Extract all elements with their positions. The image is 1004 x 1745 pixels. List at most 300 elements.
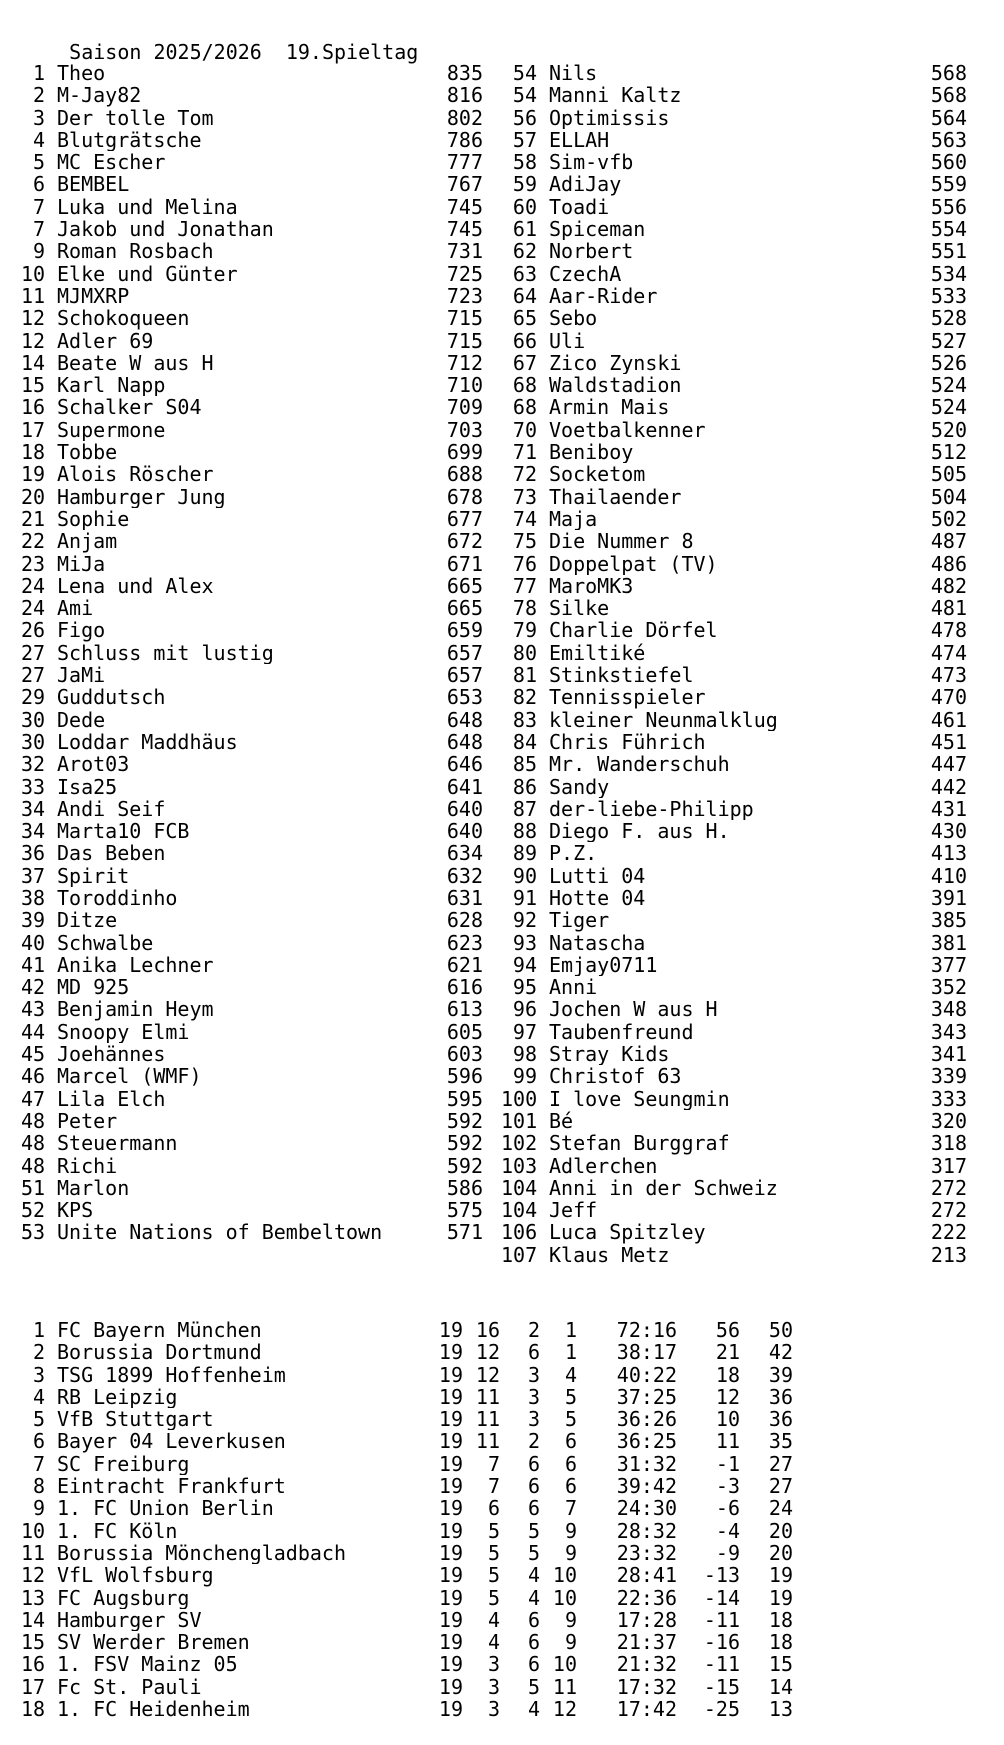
player-points: 665 xyxy=(446,597,483,620)
player-points: 616 xyxy=(446,976,483,999)
league-table-row xyxy=(21,1587,793,1609)
player-points: 470 xyxy=(930,686,967,709)
player-rank: 96 xyxy=(512,998,537,1021)
league-table-row xyxy=(21,1453,793,1475)
player-name: Schluss mit lustig xyxy=(57,641,274,665)
player-name: Lena und Alex xyxy=(57,574,214,598)
player-rank: 17 xyxy=(21,418,46,442)
team-points: 18 xyxy=(768,1631,793,1654)
games-played: 19 xyxy=(438,1675,463,1699)
team-position: 15 xyxy=(21,1631,46,1654)
player-rank: 82 xyxy=(512,686,537,709)
games-played: 19 xyxy=(438,1698,463,1721)
standings-row xyxy=(21,530,483,552)
goal-ratio: 37:25 xyxy=(616,1385,677,1409)
player-rank: 100 xyxy=(501,1087,538,1110)
standings-row xyxy=(21,173,483,195)
player-name: BEMBEL xyxy=(57,173,130,196)
standings-row xyxy=(21,374,483,396)
player-points: 333 xyxy=(930,1087,967,1110)
standings-row xyxy=(21,285,483,307)
standings-row xyxy=(501,865,967,887)
draws: 2 xyxy=(527,1430,540,1453)
player-name: Snoopy Elmi xyxy=(57,1020,190,1044)
player-rank: 24 xyxy=(21,597,46,620)
player-rank: 68 xyxy=(512,374,537,397)
wins: 5 xyxy=(487,1586,500,1609)
player-rank: 20 xyxy=(21,485,46,508)
standings-row xyxy=(501,173,967,195)
player-points: 461 xyxy=(930,708,967,731)
player-rank: 40 xyxy=(21,931,46,954)
draws: 6 xyxy=(527,1653,540,1676)
wins: 12 xyxy=(475,1363,500,1386)
wins: 3 xyxy=(487,1675,500,1699)
player-rank: 101 xyxy=(501,1109,538,1133)
games-played: 19 xyxy=(438,1452,463,1476)
standings-row xyxy=(21,129,483,151)
player-points: 659 xyxy=(446,619,483,642)
player-points: 481 xyxy=(930,597,967,620)
standings-row xyxy=(501,887,967,909)
standings-row xyxy=(501,842,967,864)
standings-row xyxy=(21,731,483,753)
standings-row xyxy=(21,642,483,664)
team-position: 5 xyxy=(32,1408,45,1431)
team-name: 1. FC Köln xyxy=(57,1519,178,1542)
standings-row xyxy=(21,62,483,84)
league-table-row xyxy=(21,1341,793,1363)
player-name: ELLAH xyxy=(549,128,610,152)
standings-row xyxy=(501,263,967,285)
player-name: Isa25 xyxy=(57,775,118,798)
player-points: 385 xyxy=(930,909,967,932)
standings-row xyxy=(21,1177,483,1199)
player-name: Beniboy xyxy=(549,441,634,464)
player-points: 709 xyxy=(446,396,483,419)
player-points: 613 xyxy=(446,998,483,1021)
league-table-row xyxy=(21,1430,793,1452)
standings-row xyxy=(501,240,967,262)
player-name: Emiltiké xyxy=(549,641,646,665)
goal-difference: 12 xyxy=(715,1385,740,1409)
standings-row xyxy=(501,553,967,575)
player-name: Hotte 04 xyxy=(549,886,646,910)
standings-row xyxy=(501,976,967,998)
team-points: 36 xyxy=(768,1408,793,1431)
player-points: 486 xyxy=(930,552,967,575)
player-points: 665 xyxy=(446,574,483,598)
standings-row xyxy=(501,820,967,842)
team-position: 18 xyxy=(21,1698,46,1721)
standings-row xyxy=(21,218,483,240)
player-name: Adlerchen xyxy=(549,1154,658,1177)
player-points: 648 xyxy=(446,708,483,731)
player-name: Tiger xyxy=(549,909,610,932)
team-name: 1. FSV Mainz 05 xyxy=(57,1653,238,1676)
player-name: Figo xyxy=(57,619,106,642)
league-table-row xyxy=(21,1676,793,1698)
player-name: Norbert xyxy=(549,240,634,263)
player-name: Spirit xyxy=(57,864,130,887)
player-name: Richi xyxy=(57,1154,118,1177)
player-points: 343 xyxy=(930,1020,967,1044)
player-points: 657 xyxy=(446,664,483,687)
player-rank: 2 xyxy=(32,84,45,107)
wins: 12 xyxy=(475,1341,500,1364)
standings-row xyxy=(21,1110,483,1132)
player-rank: 78 xyxy=(512,597,537,620)
standings-row xyxy=(21,553,483,575)
player-rank: 30 xyxy=(21,708,46,731)
team-points: 20 xyxy=(768,1519,793,1542)
team-name: Borussia Mönchengladbach xyxy=(57,1541,346,1565)
goal-ratio: 28:32 xyxy=(616,1519,677,1542)
draws: 3 xyxy=(527,1363,540,1386)
player-points: 339 xyxy=(930,1065,967,1088)
player-points: 677 xyxy=(446,507,483,531)
team-name: FC Bayern München xyxy=(57,1319,262,1342)
player-name: Tennisspieler xyxy=(549,686,706,709)
player-points: 272 xyxy=(930,1199,967,1222)
player-name: Optimissis xyxy=(549,106,670,129)
standings-row xyxy=(21,1155,483,1177)
goal-difference: -11 xyxy=(703,1608,740,1632)
losses: 6 xyxy=(564,1430,577,1453)
standings-row xyxy=(501,352,967,374)
standings-row xyxy=(501,84,967,106)
player-rank: 95 xyxy=(512,976,537,999)
league-table-row xyxy=(21,1319,793,1341)
games-played: 19 xyxy=(438,1564,463,1587)
player-points: 623 xyxy=(446,931,483,954)
losses: 6 xyxy=(564,1475,577,1498)
standings-row xyxy=(21,575,483,597)
losses: 10 xyxy=(552,1653,577,1676)
league-table-row xyxy=(21,1631,793,1653)
player-name: KPS xyxy=(57,1199,94,1222)
standings-row xyxy=(501,1221,967,1243)
losses: 11 xyxy=(552,1675,577,1699)
player-rank: 24 xyxy=(21,574,46,598)
player-rank: 70 xyxy=(512,418,537,442)
team-name: RB Leipzig xyxy=(57,1385,178,1409)
wins: 11 xyxy=(475,1408,500,1431)
player-name: Luka und Melina xyxy=(57,195,238,219)
player-rank: 63 xyxy=(512,262,537,285)
draws: 5 xyxy=(527,1519,540,1542)
games-played: 19 xyxy=(438,1363,463,1386)
games-played: 19 xyxy=(438,1586,463,1609)
player-rank: 4 xyxy=(32,128,45,152)
player-rank: 104 xyxy=(501,1199,538,1222)
player-points: 524 xyxy=(930,396,967,419)
player-rank: 85 xyxy=(512,753,537,776)
player-rank: 48 xyxy=(21,1132,46,1155)
standings-row xyxy=(501,1244,967,1266)
player-name: Andi Seif xyxy=(57,797,166,821)
player-rank: 9 xyxy=(32,240,45,263)
player-rank: 16 xyxy=(21,396,46,419)
player-rank: 91 xyxy=(512,886,537,910)
goal-difference: -6 xyxy=(715,1497,740,1520)
standings-row xyxy=(501,419,967,441)
team-name: 1. FC Heidenheim xyxy=(57,1698,250,1721)
player-rank: 67 xyxy=(512,351,537,375)
player-points: 556 xyxy=(930,195,967,219)
team-name: FC Augsburg xyxy=(57,1586,190,1609)
team-name: 1. FC Union Berlin xyxy=(57,1497,274,1520)
player-points: 526 xyxy=(930,351,967,375)
team-points: 14 xyxy=(768,1675,793,1699)
player-points: 348 xyxy=(930,998,967,1021)
player-rank: 36 xyxy=(21,842,46,865)
goal-ratio: 40:22 xyxy=(616,1363,677,1386)
goal-ratio: 36:25 xyxy=(616,1430,677,1453)
player-rank: 90 xyxy=(512,864,537,887)
player-name: Die Nummer 8 xyxy=(549,530,694,553)
standings-row xyxy=(501,129,967,151)
player-name: MC Escher xyxy=(57,151,166,174)
goal-difference: 21 xyxy=(715,1341,740,1364)
player-name: Luca Spitzley xyxy=(549,1221,706,1244)
player-name: Anni in der Schweiz xyxy=(549,1176,778,1200)
team-points: 19 xyxy=(768,1564,793,1587)
player-name: Anika Lechner xyxy=(57,953,214,977)
goal-ratio: 23:32 xyxy=(616,1541,677,1565)
player-points: 413 xyxy=(930,842,967,865)
player-points: 377 xyxy=(930,953,967,977)
player-name: MaroMK3 xyxy=(549,574,634,598)
player-rank: 11 xyxy=(21,284,46,308)
team-name: Fc St. Pauli xyxy=(57,1675,202,1699)
standings-row xyxy=(501,1155,967,1177)
losses: 1 xyxy=(564,1319,577,1342)
player-name: Schwalbe xyxy=(57,931,154,954)
team-points: 13 xyxy=(768,1698,793,1721)
player-rank: 12 xyxy=(21,329,46,352)
player-name: MiJa xyxy=(57,552,106,575)
team-name: Hamburger SV xyxy=(57,1608,202,1632)
player-rank: 104 xyxy=(501,1176,538,1200)
player-rank: 46 xyxy=(21,1065,46,1088)
player-name: Stinkstiefel xyxy=(549,664,694,687)
player-rank: 103 xyxy=(501,1154,538,1177)
player-name: Mr. Wanderschuh xyxy=(549,753,730,776)
player-points: 715 xyxy=(446,329,483,352)
player-name: MJMXRP xyxy=(57,284,130,308)
player-name: Diego F. aus H. xyxy=(549,820,730,843)
player-rank: 7 xyxy=(32,218,45,241)
team-position: 4 xyxy=(32,1385,45,1409)
player-rank: 10 xyxy=(21,262,46,285)
player-rank: 52 xyxy=(21,1199,46,1222)
player-name: Taubenfreund xyxy=(549,1020,694,1044)
player-points: 563 xyxy=(930,128,967,152)
standings-left-column xyxy=(21,62,483,1244)
standings-row xyxy=(501,709,967,731)
player-rank: 75 xyxy=(512,530,537,553)
player-name: MD 925 xyxy=(57,976,130,999)
goal-difference: -3 xyxy=(715,1475,740,1498)
player-name: Jeff xyxy=(549,1199,598,1222)
player-points: 527 xyxy=(930,329,967,352)
player-rank: 58 xyxy=(512,151,537,174)
player-name: Aar-Rider xyxy=(549,284,658,308)
standings-row xyxy=(501,642,967,664)
player-points: 745 xyxy=(446,195,483,219)
standings-row xyxy=(21,1132,483,1154)
player-name: Anjam xyxy=(57,530,118,553)
team-position: 17 xyxy=(21,1675,46,1699)
player-name: Bé xyxy=(549,1109,574,1133)
goal-difference: -4 xyxy=(715,1519,740,1542)
player-points: 657 xyxy=(446,641,483,665)
player-rank: 48 xyxy=(21,1109,46,1133)
player-name: Christof 63 xyxy=(549,1065,682,1088)
player-points: 272 xyxy=(930,1176,967,1200)
team-name: Eintracht Frankfurt xyxy=(57,1475,286,1498)
standings-row xyxy=(501,463,967,485)
player-name: Waldstadion xyxy=(549,374,682,397)
player-name: Adler 69 xyxy=(57,329,154,352)
standings-row xyxy=(21,820,483,842)
standings-row xyxy=(21,976,483,998)
player-name: Doppelpat (TV) xyxy=(549,552,718,575)
standings-row xyxy=(501,954,967,976)
player-name: Jakob und Jonathan xyxy=(57,218,274,241)
player-points: 641 xyxy=(446,775,483,798)
draws: 6 xyxy=(527,1497,540,1520)
team-points: 15 xyxy=(768,1653,793,1676)
player-points: 595 xyxy=(446,1087,483,1110)
team-points: 24 xyxy=(768,1497,793,1520)
losses: 12 xyxy=(552,1698,577,1721)
player-name: Hamburger Jung xyxy=(57,485,226,508)
wins: 7 xyxy=(487,1452,500,1476)
player-rank: 59 xyxy=(512,173,537,196)
player-name: Elke und Günter xyxy=(57,262,238,285)
team-name: SV Werder Bremen xyxy=(57,1631,250,1654)
player-rank: 68 xyxy=(512,396,537,419)
team-points: 20 xyxy=(768,1541,793,1565)
player-name: Anni xyxy=(549,976,598,999)
season-label: Saison 2025/2026 xyxy=(69,40,262,65)
standings-row xyxy=(501,597,967,619)
player-points: 528 xyxy=(930,307,967,330)
goal-difference: -11 xyxy=(703,1653,740,1676)
player-points: 592 xyxy=(446,1132,483,1155)
player-rank: 53 xyxy=(21,1221,46,1244)
draws: 6 xyxy=(527,1608,540,1632)
standings-row xyxy=(501,62,967,84)
player-points: 699 xyxy=(446,441,483,464)
team-position: 10 xyxy=(21,1519,46,1542)
league-table-row xyxy=(21,1698,793,1720)
standings-row xyxy=(501,753,967,775)
goal-ratio: 17:42 xyxy=(616,1698,677,1721)
goal-ratio: 39:42 xyxy=(616,1475,677,1498)
team-position: 16 xyxy=(21,1653,46,1676)
player-rank: 106 xyxy=(501,1221,538,1244)
player-name: P.Z. xyxy=(549,842,598,865)
player-name: Spiceman xyxy=(549,218,646,241)
games-played: 19 xyxy=(438,1541,463,1565)
standings-right-column xyxy=(501,62,967,1266)
standings-row xyxy=(501,1021,967,1043)
player-name: Das Beben xyxy=(57,842,166,865)
player-rank: 92 xyxy=(512,909,537,932)
goal-ratio: 21:32 xyxy=(616,1653,677,1676)
player-name: Marcel (WMF) xyxy=(57,1065,202,1088)
player-rank: 86 xyxy=(512,775,537,798)
player-name: Zico Zynski xyxy=(549,351,682,375)
player-name: Supermone xyxy=(57,418,166,442)
player-name: CzechA xyxy=(549,262,622,285)
games-played: 19 xyxy=(438,1497,463,1520)
league-table-row xyxy=(21,1520,793,1542)
standings-row xyxy=(501,664,967,686)
player-name: Arot03 xyxy=(57,753,130,776)
player-name: Der tolle Tom xyxy=(57,106,214,129)
standings-row xyxy=(501,575,967,597)
standings-row xyxy=(501,932,967,954)
player-name: Peter xyxy=(57,1109,118,1133)
player-points: 568 xyxy=(930,62,967,85)
player-name: Toroddinho xyxy=(57,886,178,910)
wins: 5 xyxy=(487,1541,500,1565)
standings-row xyxy=(501,909,967,931)
player-points: 430 xyxy=(930,820,967,843)
team-position: 6 xyxy=(32,1430,45,1453)
player-rank: 14 xyxy=(21,351,46,375)
player-name: M-Jay82 xyxy=(57,84,142,107)
player-points: 725 xyxy=(446,262,483,285)
player-rank: 72 xyxy=(512,463,537,486)
goal-difference: -15 xyxy=(703,1675,740,1699)
standings-row xyxy=(501,1043,967,1065)
team-points: 27 xyxy=(768,1475,793,1498)
standings-row xyxy=(21,352,483,374)
standings-row xyxy=(21,932,483,954)
player-rank: 41 xyxy=(21,953,46,977)
league-table-row xyxy=(21,1542,793,1564)
team-points: 27 xyxy=(768,1452,793,1476)
losses: 9 xyxy=(564,1608,577,1632)
standings-row xyxy=(21,753,483,775)
player-points: 605 xyxy=(446,1020,483,1044)
standings-row xyxy=(501,107,967,129)
player-name: Guddutsch xyxy=(57,686,166,709)
player-rank: 48 xyxy=(21,1154,46,1177)
goal-difference: 56 xyxy=(715,1319,740,1342)
player-points: 731 xyxy=(446,240,483,263)
player-name: Stefan Burggraf xyxy=(549,1132,730,1155)
player-name: Unite Nations of Bembeltown xyxy=(57,1221,383,1244)
player-name: Sandy xyxy=(549,775,610,798)
team-position: 3 xyxy=(32,1363,45,1386)
standings-row xyxy=(21,998,483,1020)
player-name: Alois Röscher xyxy=(57,463,214,486)
standings-row xyxy=(501,731,967,753)
losses: 4 xyxy=(564,1363,577,1386)
wins: 4 xyxy=(487,1608,500,1632)
player-rank: 102 xyxy=(501,1132,538,1155)
player-points: 341 xyxy=(930,1043,967,1066)
player-rank: 79 xyxy=(512,619,537,642)
matchday-label: 19.Spieltag xyxy=(285,40,419,65)
player-points: 504 xyxy=(930,485,967,508)
